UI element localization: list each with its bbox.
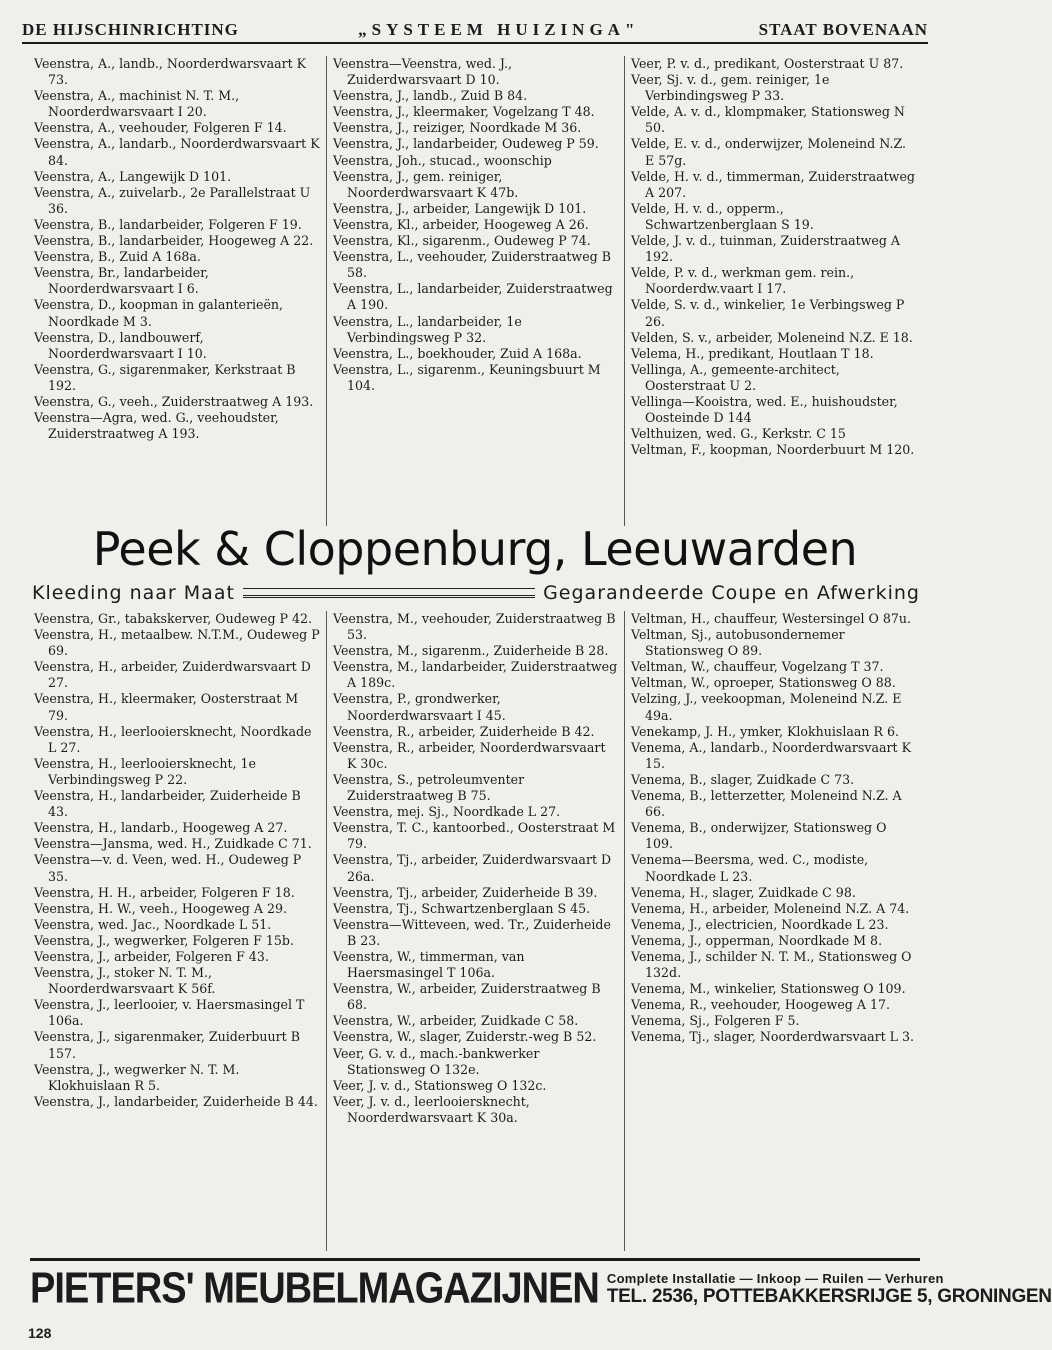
directory-entry: Veenstra, J., arbeider, Folgeren F 43.: [34, 948, 269, 964]
directory-entry: Veenstra, Kl., sigarenm., Oudeweg P 74.: [333, 233, 591, 249]
directory-entry: Veenstra, R., arbeider, Zuiderheide B 42.: [333, 723, 595, 739]
directory-entry: Veenstra, H., leerlooiersknecht, 1e Verbindingsweg P 22.: [34, 755, 257, 787]
directory-entry: Veer, J. v. d., leerlooiersknecht, Noorderdwarsvaart K 30a.: [333, 1093, 530, 1125]
directory-entry: Veenstra, H., landarbeider, Zuiderheide B 43.: [34, 788, 301, 820]
directory-entry: Veenstra, Gr., tabakskerver, Oudeweg P 42.: [34, 611, 313, 626]
directory-entry: Veenstra, Tj., arbeider, Zuiderdwarsvaart D 26a.: [333, 852, 612, 884]
directory-entry: Velden, S. v., arbeider, Moleneind N.Z. E 18.: [631, 329, 913, 345]
bottom-column-2: [326, 611, 624, 1251]
directory-entry: Velde, S. v. d., winkelier, 1e Verbingsweg P 26.: [631, 297, 905, 329]
directory-entry: Veenstra, P., grondwerker, Noorderdwarsvaart I 45.: [333, 691, 506, 723]
directory-entry: Veenstra, wed. Jac., Noordkade L 51.: [34, 916, 272, 932]
bottom-column-3: [624, 611, 922, 1251]
directory-entry: Veltman, Sj., autobusondernemer Stationsweg O 89.: [631, 627, 845, 659]
directory-entry: Veenstra, D., landbouwerf, Noorderdwarsvaart I 10.: [34, 329, 207, 361]
directory-entry: Veenstra, L., landarbeider, Zuiderstraatweg A 190.: [333, 281, 613, 313]
directory-entry: Veenstra, J., leerlooier, v. Haersmasingel T 106a.: [34, 997, 305, 1029]
directory-entry: Velde, A. v. d., klompmaker, Stationsweg N 50.: [631, 104, 905, 136]
directory-entry: Veenstra, A., zuivelarb., 2e Parallelstraat U 36.: [34, 184, 311, 216]
directory-entry: Venema, J., electricien, Noordkade L 23.: [631, 916, 889, 932]
directory-entry: Veenstra, H., metaalbew. N.T.M., Oudeweg P 69.: [34, 627, 320, 659]
directory-entry: Veenstra, J., kleermaker, Vogelzang T 48.: [333, 104, 595, 120]
directory-entry: Velde, J. v. d., tuinman, Zuiderstraatweg A 192.: [631, 233, 901, 265]
directory-entry: Veenstra, H. W., veeh., Hoogeweg A 29.: [34, 900, 287, 916]
directory-entry: Venema, B., letterzetter, Moleneind N.Z. A 66.: [631, 788, 902, 820]
directory-entry: Vellinga, A., gemeente-architect, Oosterstraat U 2.: [631, 361, 840, 393]
directory-entry: Venema, Sj., Folgeren F 5.: [631, 1013, 800, 1029]
directory-entry: Veenstra, H., arbeider, Zuiderdwarsvaart D 27.: [34, 659, 311, 691]
directory-entry: Veenstra, A., Langewijk D 101.: [34, 168, 232, 184]
directory-entry: Velde, H. v. d., opperm., Schwartzenberglaan S 19.: [631, 200, 814, 232]
directory-entry: Veenstra—Jansma, wed. H., Zuidkade C 71.: [34, 836, 312, 852]
directory-entry: Veenstra, B., landarbeider, Folgeren F 19.: [34, 216, 302, 232]
directory-entry: Veenstra—Agra, wed. G., veehoudster, Zuiderstraatweg A 193.: [34, 410, 279, 442]
directory-entry: Venema, J., schilder N. T. M., Stationsweg O 132d.: [631, 948, 912, 981]
directory-entry: Veenstra, J., landarbeider, Zuiderheide B 44.: [34, 1093, 318, 1109]
directory-entry: Venema, H., slager, Zuidkade C 98.: [631, 884, 856, 900]
directory-entry: Velde, P. v. d., werkman gem. rein., Noorderdw.vaart I 17.: [631, 265, 855, 297]
directory-entry: Veltman, W., oproeper, Stationsweg O 88.: [631, 675, 896, 691]
advert-tagline-right: Gegarandeerde Coupe en Afwerking: [543, 582, 920, 604]
directory-entry: Veenstra, J., wegwerker N. T. M. Klokhuislaan R 5.: [34, 1061, 240, 1093]
directory-entry: Veenstra, mej. Sj., Noordkade L 27.: [333, 804, 561, 820]
directory-entry: Velde, E. v. d., onderwijzer, Moleneind N.Z. E 57g.: [631, 136, 906, 168]
directory-entry: Veer, J. v. d., Stationsweg O 132c.: [333, 1077, 547, 1093]
directory-entry: Veenstra, T. C., kantoorbed., Oosterstraat M 79.: [333, 820, 616, 852]
header-left: DE HIJSCHINRICHTING: [22, 20, 239, 39]
directory-entry: Veenstra, J., landarbeider, Oudeweg P 59.: [333, 136, 599, 152]
directory-entry: Veenstra, G., sigarenmaker, Kerkstraat B 192.: [34, 361, 296, 393]
directory-entry: Veenstra, J., wegwerker, Folgeren F 15b.: [34, 932, 294, 948]
directory-entry: Veer, P. v. d., predikant, Oosterstraat U 87.: [631, 56, 904, 71]
bottom-column-1: [28, 611, 326, 1251]
advert-pieters-title: PIETERS' MEUBELMAGAZIJNEN: [30, 1264, 599, 1314]
directory-entry: Veer, G. v. d., mach.-bankwerker Stationsweg O 132e.: [333, 1045, 540, 1077]
directory-entry: Veenstra, A., veehouder, Folgeren F 14.: [34, 120, 287, 136]
directory-entry: Veenstra, M., veehouder, Zuiderstraatweg B 53.: [333, 611, 616, 643]
advert-pieters-services: Complete Installatie — Inkoop — Ruilen — Verhuren: [606, 1271, 944, 1286]
directory-entry: Venema, H., arbeider, Moleneind N.Z. A 74.: [631, 900, 910, 916]
directory-entry: Veenstra, A., machinist N. T. M., Noorderdwarsvaart I 20.: [34, 88, 240, 120]
directory-entry: Veenstra, J., gem. reiniger, Noorderdwarsvaart K 47b.: [333, 168, 519, 200]
directory-bottom-columns: [28, 611, 922, 1251]
directory-entry: Veenstra, A., landb., Noorderdwarsvaart K 73.: [34, 56, 307, 88]
directory-entry: Veenstra, L., veehouder, Zuiderstraatweg B 58.: [333, 249, 611, 281]
directory-entry: Veenstra, J., arbeider, Langewijk D 101.: [333, 200, 587, 216]
directory-top-columns: [28, 56, 922, 526]
directory-entry: Venema—Beersma, wed. C., modiste, Noordkade L 23.: [631, 852, 869, 884]
directory-entry: Veenstra, Tj., arbeider, Zuiderheide B 39.: [333, 884, 598, 900]
directory-entry: Veenstra, Br., landarbeider, Noorderdwarsvaart I 6.: [34, 265, 209, 297]
directory-entry: Veenstra, B., landarbeider, Hoogeweg A 22.: [34, 233, 314, 249]
directory-entry: Veenstra—Witteveen, wed. Tr., Zuiderheide B 23.: [333, 916, 611, 948]
directory-entry: Veenstra, B., Zuid A 168a.: [34, 249, 201, 265]
directory-entry: Veenstra, H., leerlooiersknecht, Noordkade L 27.: [34, 723, 312, 755]
directory-entry: Veenstra, J., stoker N. T. M., Noorderdwarsvaart K 56f.: [34, 965, 216, 997]
directory-entry: Veer, Sj. v. d., gem. reiniger, 1e Verbindingsweg P 33.: [631, 72, 830, 104]
directory-entry: Veenstra, J., reiziger, Noordkade M 36.: [333, 120, 582, 136]
directory-entry: Veenstra, D., koopman in galanterieën, Noordkade M 3.: [34, 297, 284, 329]
directory-entry: Venema, B., onderwijzer, Stationsweg O 109.: [631, 820, 887, 852]
directory-entry: Veenstra, Kl., arbeider, Hoogeweg A 26.: [333, 216, 589, 232]
directory-entry: Velde, H. v. d., timmerman, Zuiderstraatweg A 207.: [631, 168, 915, 200]
page-number: 128: [28, 1325, 52, 1341]
directory-entry: Veenstra, M., sigarenm., Zuiderheide B 28.: [333, 643, 609, 659]
directory-entry: Venema, J., opperman, Noordkade M 8.: [631, 932, 883, 948]
directory-entry: Venema, M., winkelier, Stationsweg O 109.: [631, 981, 906, 997]
directory-entry: Velthuizen, wed. G., Kerkstr. C 15: [631, 426, 846, 442]
directory-entry: Veenstra, L., sigarenm., Keuningsbuurt M 104.: [333, 361, 601, 393]
directory-entry: Veenstra, W., arbeider, Zuidkade C 58.: [333, 1013, 579, 1029]
running-header: [22, 20, 928, 44]
directory-entry: Venema, A., landarb., Noorderdwarsvaart K 15.: [631, 739, 912, 771]
directory-entry: Velzing, J., veekoopman, Moleneind N.Z. E 49a.: [631, 691, 902, 723]
directory-entry: Veenstra—v. d. Veen, wed. H., Oudeweg P 35.: [34, 852, 302, 884]
directory-entry: Veltman, H., chauffeur, Westersingel O 87u.: [631, 611, 911, 626]
directory-entry: Venema, B., slager, Zuidkade C 73.: [631, 771, 855, 787]
advert-peek-cloppenburg-title: Peek & Cloppenburg, Leeuwarden: [92, 522, 858, 576]
top-column-1: [28, 56, 326, 526]
directory-entry: Veenstra, W., timmerman, van Haersmasingel T 106a.: [333, 948, 525, 981]
directory-entry: Veltman, W., chauffeur, Vogelzang T 37.: [631, 659, 884, 675]
directory-entry: Vellinga—Kooistra, wed. E., huishoudster, Oosteinde D 144: [631, 393, 898, 426]
directory-entry: Veenstra, L., landarbeider, 1e Verbindingsweg P 32.: [333, 313, 522, 345]
directory-entry: Veltman, F., koopman, Noorderbuurt M 120.: [631, 442, 915, 458]
directory-entry: Veenstra, W., arbeider, Zuiderstraatweg B 68.: [333, 981, 601, 1013]
advert-divider: [243, 588, 535, 598]
directory-entry: Veenstra, H. H., arbeider, Folgeren F 18.: [34, 884, 295, 900]
directory-entry: Veenstra, G., veeh., Zuiderstraatweg A 193.: [34, 393, 314, 409]
top-column-3: [624, 56, 922, 526]
advert-pieters-address: TEL. 2536, POTTEBAKKERSRIJGE 5, GRONINGEN: [606, 1286, 1052, 1307]
directory-entry: Venekamp, J. H., ymker, Klokhuislaan R 6.: [631, 723, 899, 739]
directory-entry: Veenstra, J., sigarenmaker, Zuiderbuurt B 157.: [34, 1029, 300, 1061]
directory-entry: Veenstra, H., kleermaker, Oosterstraat M 79.: [34, 691, 299, 723]
directory-entry: Veenstra—Veenstra, wed. J., Zuiderdwarsvaart D 10.: [333, 56, 512, 88]
directory-entry: Veenstra, Tj., Schwartzenberglaan S 45.: [333, 900, 591, 916]
top-column-2: [326, 56, 624, 526]
advert-peek-cloppenburg-tagline: [32, 577, 920, 609]
directory-entry: Veenstra, S., petroleumventer Zuiderstraatweg B 75.: [333, 771, 525, 804]
directory-entry: Velema, H., predikant, Houtlaan T 18.: [631, 345, 874, 361]
header-mid: „SYSTEEM HUIZINGA": [358, 20, 640, 39]
advert-tagline-left: Kleeding naar Maat: [32, 582, 235, 604]
directory-entry: Veenstra, W., slager, Zuiderstr.-weg B 52.: [333, 1029, 597, 1045]
directory-entry: Veenstra, L., boekhouder, Zuid A 168a.: [333, 345, 582, 361]
directory-entry: Veenstra, R., arbeider, Noorderdwarsvaart K 30c.: [333, 739, 606, 771]
directory-entry: Venema, Tj., slager, Noorderdwarsvaart L 3.: [631, 1029, 915, 1045]
directory-entry: Veenstra, H., landarb., Hoogeweg A 27.: [34, 820, 288, 836]
header-right: STAAT BOVENAAN: [758, 20, 928, 39]
directory-entry: Veenstra, J., landb., Zuid B 84.: [333, 88, 528, 104]
directory-entry: Venema, R., veehouder, Hoogeweg A 17.: [631, 997, 890, 1013]
directory-entry: Veenstra, A., landarb., Noorderdwarsvaart K 84.: [34, 136, 320, 168]
directory-entry: Veenstra, Joh., stucad., woonschip: [333, 152, 552, 168]
advert-pieters-details: [607, 1271, 1052, 1308]
advert-pieters-meubelmagazijnen: [30, 1258, 1052, 1318]
directory-entry: Veenstra, M., landarbeider, Zuiderstraatweg A 189c.: [333, 659, 618, 691]
